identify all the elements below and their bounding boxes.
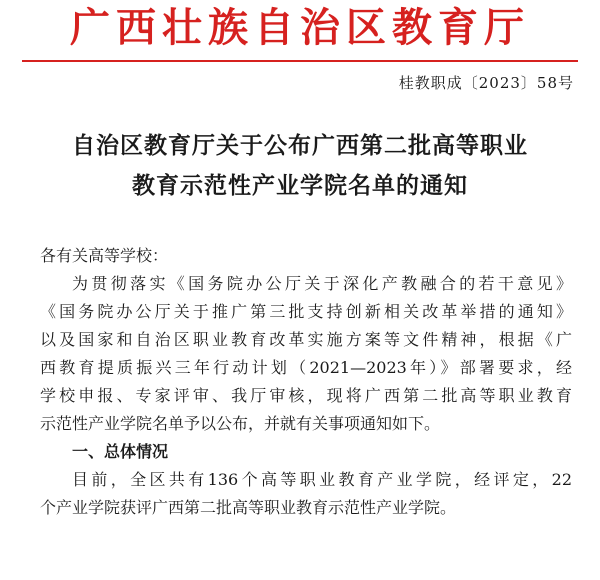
document-number: 桂教职成〔2023〕58号	[398, 74, 574, 92]
notice-body	[40, 242, 572, 522]
notice-title-line-1: 自治区教育厅关于公布广西第二批高等职业	[72, 132, 528, 159]
section-1-line: 个产业学院获评广西第二批高等职业教育示范性产业学院。	[40, 498, 457, 517]
paragraph-1-line: 示范性产业学院名单予以公布，并就有关事项通知如下。	[40, 414, 441, 433]
paragraph-1-line: 以及国家和自治区职业教育改革实施方案等文件精神，根据《广	[40, 330, 572, 349]
paragraph-1-line: 西教育提质振兴三年行动计划（2021—2023年）》部署要求，经	[40, 358, 572, 377]
paragraph-1-line: 《国务院办公厅关于推广第三批支持创新相关改革举措的通知》	[40, 302, 572, 321]
letterhead-divider	[22, 60, 578, 62]
notice-title-line-2: 教育示范性产业学院名单的通知	[132, 172, 468, 199]
paragraph-1-line: 学校申报、专家评审、我厅审核，现将广西第二批高等职业教育	[40, 386, 572, 405]
notice-title	[0, 126, 600, 206]
paragraph-1-line: 为贯彻落实《国务院办公厅关于深化产教融合的若干意见》	[72, 274, 572, 293]
section-heading: 一、总体情况	[72, 442, 169, 461]
section-1-line: 目前，全区共有136个高等职业教育产业学院，经评定，22	[72, 470, 572, 489]
salutation: 各有关高等学校：	[40, 246, 169, 265]
letterhead-title: 广西壮族自治区教育厅	[70, 4, 530, 51]
